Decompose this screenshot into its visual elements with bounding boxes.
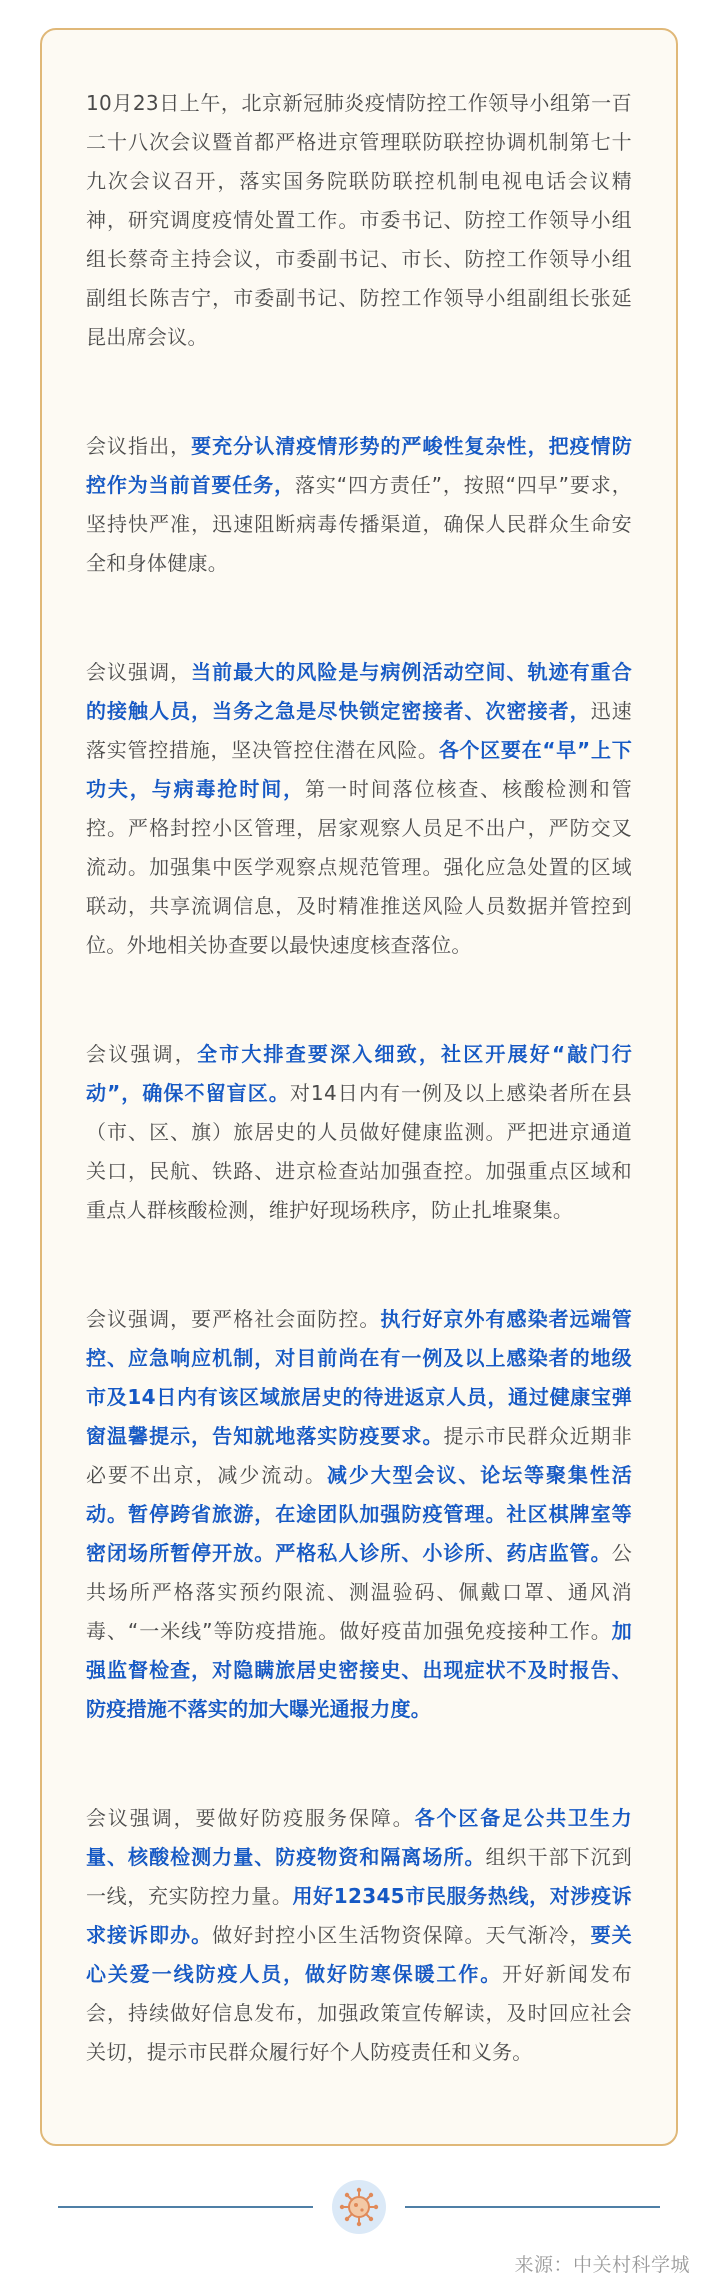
body-text: 会议强调，要做好防疫服务保障。 (86, 1806, 415, 1830)
highlighted-text: 减少大型会议、论坛等聚集性活动。暂停跨省旅游，在途团队加强防疫管理。社区棋牌室等密闭场所暂停开放。严格私人诊所、小诊所、药店监管。 (86, 1463, 632, 1565)
highlighted-text: 当前最大的风险是与病例活动空间、轨迹有重合的接触人员，当务之急是尽快锁定密接者、次密接者， (86, 660, 632, 723)
body-text: 会议指出， (86, 434, 192, 458)
article-card (40, 28, 678, 2146)
highlighted-text: 各个区要在“早”上下功夫，与病毒抢时间， (86, 738, 632, 801)
body-text: 提示市民群众近期非必要不出京，减少流动。 (86, 1424, 632, 1487)
body-text: 10月23日上午，北京新冠肺炎疫情防控工作领导小组第一百二十八次会议暨首都严格进京管理联防联控协调机制第七十九次会议召开，落实国务院联防联控机制电视电话会议精神，研究调度疫情处置工作。市委书记、防控工作领导小组组长蔡奇主持会议，市委副书记、市长、防控工作领导小组副组长陈吉宁，市委副书记、防控工作领导小组副组长张延昆出席会议。 (86, 91, 632, 349)
highlighted-text: 各个区备足公共卫生力量、核酸检测力量、防疫物资和隔离场所。 (86, 1806, 632, 1869)
body-text: 做好封控小区生活物资保障。天气渐冷， (212, 1923, 591, 1947)
divider-badge (332, 2180, 386, 2234)
body-text: 公共场所严格落实预约限流、测温验码、佩戴口罩、通风消毒、“一米线”等防疫措施。做好疫苗加强免疫接种工作。 (86, 1541, 632, 1643)
highlighted-text: 加强监督检查，对隐瞒旅居史密接史、出现症状不及时报告、防疫措施不落实的加大曝光通报力度。 (86, 1619, 632, 1721)
highlighted-text: 要关心关爱一线防疫人员，做好防寒保暖工作。 (86, 1923, 632, 1986)
body-text: 落实“四方责任”，按照“四早”要求，坚持快严准，迅速阻断病毒传播渠道，确保人民群众生命安全和身体健康。 (86, 473, 632, 575)
article-paragraph (86, 1035, 632, 1230)
highlighted-text: 全市大排查要深入细致，社区开展好“敲门行动”，确保不留盲区。 (86, 1042, 632, 1105)
body-text: 第一时间落位核查、核酸检测和管控。严格封控小区管理，居家观察人员足不出户，严防交叉流动。加强集中医学观察点规范管理。强化应急处置的区域联动，共享流调信息，及时精准推送风险人员数据并管控到位。外地相关协查要以最快速度核查落位。 (86, 777, 633, 957)
body-text: 对14日内有一例及以上感染者所在县（市、区、旗）旅居史的人员做好健康监测。严把进京通道关口，民航、铁路、进京检查站加强查控。加强重点区域和重点人群核酸检测，维护好现场秩序，防止扎堆聚集。 (86, 1081, 632, 1222)
divider-line-left (58, 2206, 313, 2208)
article-paragraph (86, 84, 632, 357)
body-text: 迅速落实管控措施，坚决管控住潜在风险。 (86, 699, 632, 762)
body-text: 会议强调， (86, 1042, 197, 1066)
body-text: 开好新闻发布会，持续做好信息发布，加强政策宣传解读，及时回应社会关切，提示市民群众履行好个人防疫责任和义务。 (86, 1962, 632, 2064)
article-paragraph (86, 653, 632, 965)
article-paragraph (86, 1300, 632, 1729)
article-paragraph (86, 427, 632, 583)
article-paragraph (86, 1799, 632, 2072)
body-text: 会议强调，要严格社会面防控。 (86, 1307, 381, 1331)
section-divider (0, 2180, 720, 2234)
virus-icon (332, 2180, 386, 2234)
body-text: 组织干部下沉到一线，充实防控力量。 (86, 1845, 632, 1908)
source-credit: 来源：中关村科学城 (514, 2254, 690, 2276)
highlighted-text: 要充分认清疫情形势的严峻性复杂性，把疫情防控作为当前首要任务， (86, 434, 632, 497)
article-body (86, 84, 632, 2072)
divider-line-right (405, 2206, 660, 2208)
body-text: 会议强调， (86, 660, 192, 684)
highlighted-text: 用好12345市民服务热线，对涉疫诉求接诉即办。 (86, 1884, 633, 1947)
highlighted-text: 执行好京外有感染者远端管控、应急响应机制，对目前尚在有一例及以上感染者的地级市及14日内有该区域旅居史的待进返京人员，通过健康宝弹窗温馨提示，告知就地落实防疫要求。 (86, 1307, 632, 1448)
